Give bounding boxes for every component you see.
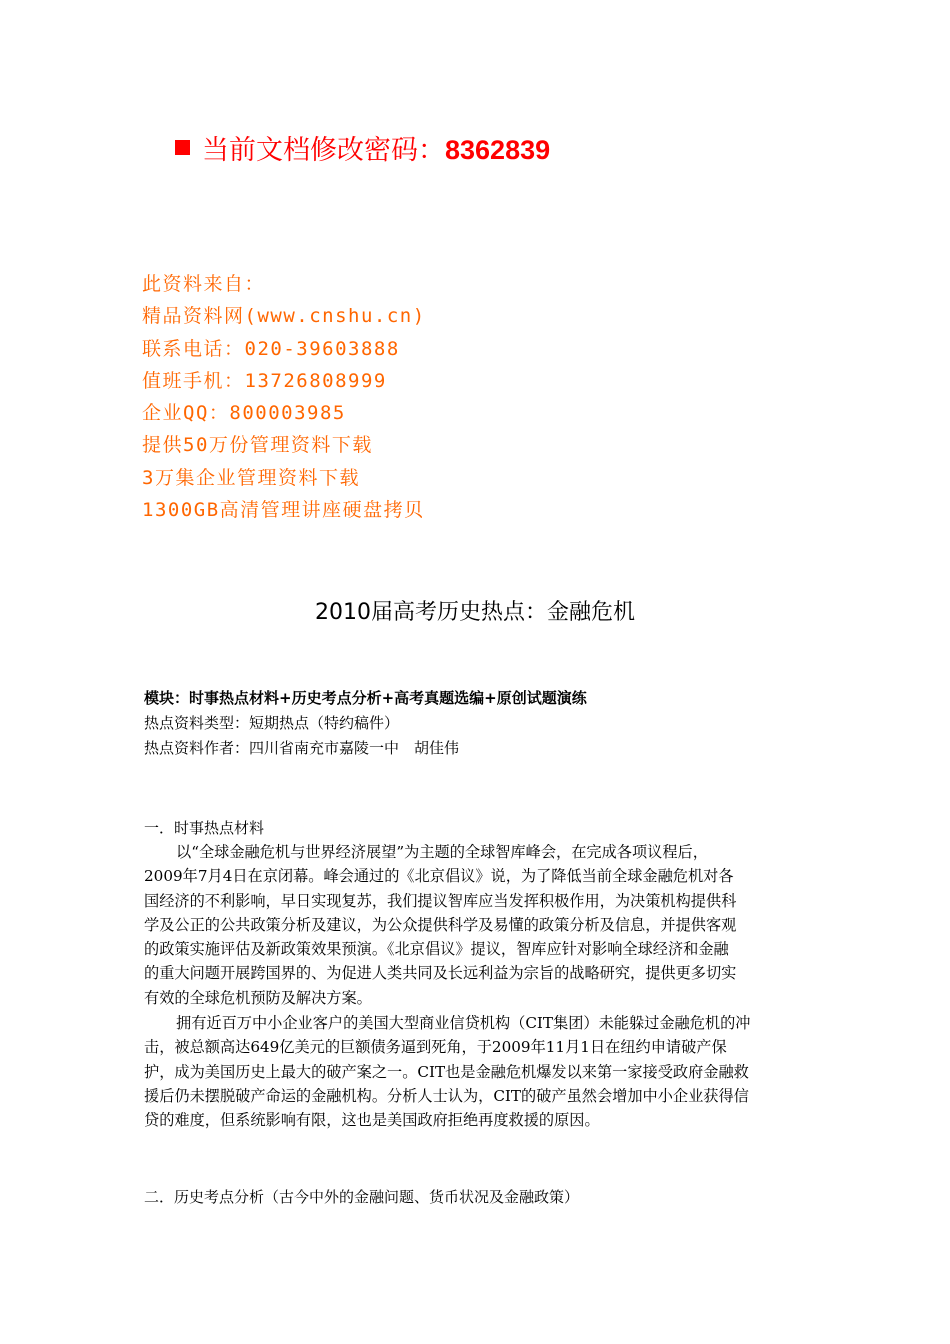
- paragraph-line: 2009年7月4日在京闭幕。峰会通过的《北京倡议》说，为了降低当前全球金融危机对各: [144, 867, 734, 886]
- paragraph-line: 以“全球金融危机与世界经济展望”为主题的全球智库峰会，在完成各项议程后，: [176, 843, 708, 861]
- source-line: 此资料来自：: [142, 273, 266, 295]
- source-line: 精品资料网(www.cnshu.cn): [142, 305, 426, 328]
- paragraph-line: 的重大问题开展跨国界的、为促进人类共同及长远利益为宗旨的战略研究，提供更多切实: [144, 964, 737, 983]
- module-line: 模块：时事热点材料+历史考点分析+高考真题选编+原创试题演练: [144, 689, 587, 707]
- source-line: 值班手机：13726808999: [142, 369, 387, 392]
- document-meta: [144, 686, 587, 761]
- password-label: 当前文档修改密码：: [202, 135, 445, 166]
- paragraph-line: 拥有近百万中小企业客户的美国大型商业信贷机构（CIT集团）未能躲过金融危机的冲: [176, 1014, 751, 1032]
- password-code: 8362839: [445, 135, 551, 165]
- paragraph-line: 国经济的不利影响，早日实现复苏，我们提议智库应当发挥积极作用，为决策机构提供科: [144, 891, 737, 910]
- paragraph-line: 贷的难度，但系统影响有限，这也是美国政府拒绝再度救援的原因。: [144, 1111, 600, 1130]
- paragraph-line: 有效的全球危机预防及解决方案。: [144, 988, 372, 1007]
- source-line: 1300GB高清管理讲座硬盘拷贝: [142, 499, 425, 522]
- type-line: 热点资料类型：短期热点（特约稿件）: [144, 714, 400, 732]
- paragraph-line: 援后仍未摆脱破产命运的金融机构。分析人士认为，CIT的破产虽然会增加中小企业获得信: [144, 1086, 749, 1105]
- paragraph-1: [144, 840, 824, 1010]
- document-title: 2010届高考历史热点：金融危机: [315, 600, 635, 625]
- source-line: 提供50万份管理资料下载: [142, 434, 373, 457]
- author-line: 热点资料作者：四川省南充市嘉陵一中 胡佳伟: [144, 739, 460, 757]
- source-line: 3万集企业管理资料下载: [142, 466, 360, 489]
- source-line: 联系电话：020-39603888: [142, 337, 400, 360]
- source-info: [142, 268, 426, 526]
- paragraph-line: 学及公正的公共政策分析及建议，为公众提供科学及易懂的政策分析及信息，并提供客观: [144, 915, 737, 934]
- square-bullet-icon: [175, 140, 190, 155]
- paragraph-line: 击，被总额高达649亿美元的巨额债务逼到死角，于2009年11月1日在纽约申请破产保: [144, 1038, 727, 1057]
- section-heading-2: 二．历史考点分析（古今中外的金融问题、货币状况及金融政策）: [144, 1188, 580, 1206]
- paragraph-line: 护，成为美国历史上最大的破产案之一。CIT也是金融危机爆发以来第一家接受政府金融救: [144, 1062, 749, 1081]
- source-line: 企业QQ：800003985: [142, 402, 346, 425]
- password-notice: [175, 130, 550, 171]
- paragraph-line: 的政策实施评估及新政策效果预演。《北京倡议》提议，智库应针对影响全球经济和金融: [144, 940, 729, 959]
- paragraph-2: [144, 1011, 824, 1132]
- section-heading-1: 一．时事热点材料: [144, 819, 265, 837]
